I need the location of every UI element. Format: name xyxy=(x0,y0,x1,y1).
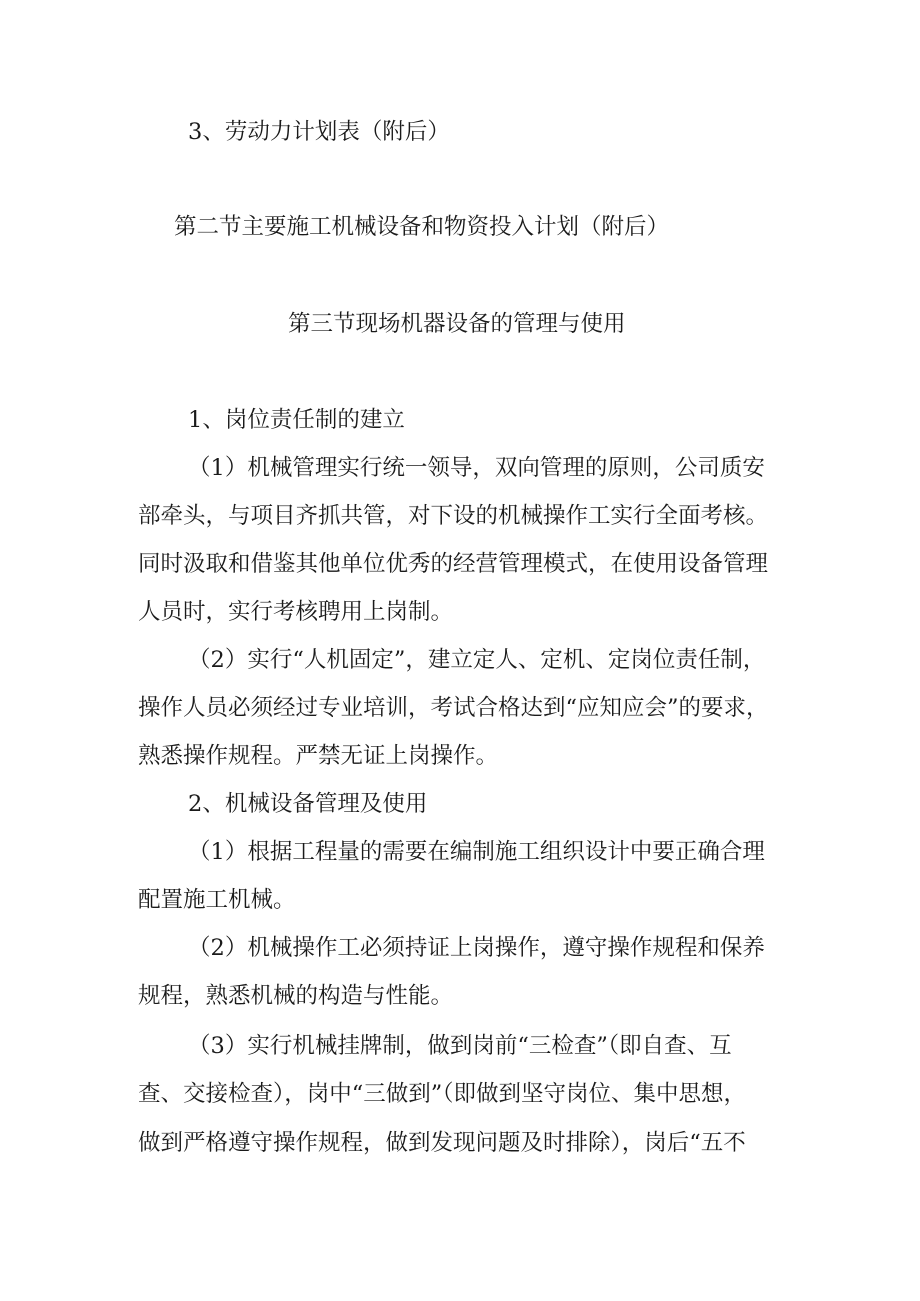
paragraph-line: （1）根据工程量的需要在编制施工组织设计中要正确合理 xyxy=(188,839,765,865)
paragraph-line: （2）机械操作工必须持证上岗操作，遵守操作规程和保养 xyxy=(188,935,765,961)
paragraph-line: （1）机械管理实行统一领导，双向管理的原则，公司质安 xyxy=(188,455,765,481)
paragraph-line: 配置施工机械。 xyxy=(138,887,296,913)
section-2-heading: 第二节主要施工机械设备和物资投入计划（附后） xyxy=(174,214,670,240)
section-3-heading: 第三节现场机器设备的管理与使用 xyxy=(288,311,626,337)
subsection-2-heading: 2、机械设备管理及使用 xyxy=(188,791,428,817)
paragraph-line: 做到严格遵守操作规程，做到发现问题及时排除），岗后“五不 xyxy=(138,1130,746,1156)
paragraph-line: 查、交接检查），岗中“三做到”（即做到坚守岗位、集中思想， xyxy=(138,1081,747,1107)
item-3-heading: 3、劳动力计划表（附后） xyxy=(188,119,450,145)
paragraph-line: 同时汲取和借鉴其他单位优秀的经营管理模式，在使用设备管理 xyxy=(138,551,769,577)
paragraph-line: 操作人员必须经过专业培训，考试合格达到“应知应会”的要求， xyxy=(138,695,769,721)
paragraph-line: 熟悉操作规程。严禁无证上岗操作。 xyxy=(138,743,499,769)
subsection-1-heading: 1、岗位责任制的建立 xyxy=(188,407,405,433)
paragraph-line: 人员时，实行考核聘用上岗制。 xyxy=(138,599,454,625)
paragraph-line: （2）实行“人机固定”，建立定人、定机、定岗位责任制， xyxy=(188,647,766,673)
paragraph-line: 部牵头，与项目齐抓共管，对下设的机械操作工实行全面考核。 xyxy=(138,503,769,529)
paragraph-line: 规程，熟悉机械的构造与性能。 xyxy=(138,983,454,1009)
paragraph-line: （3）实行机械挂牌制，做到岗前“三检查”（即自查、互 xyxy=(188,1033,732,1059)
